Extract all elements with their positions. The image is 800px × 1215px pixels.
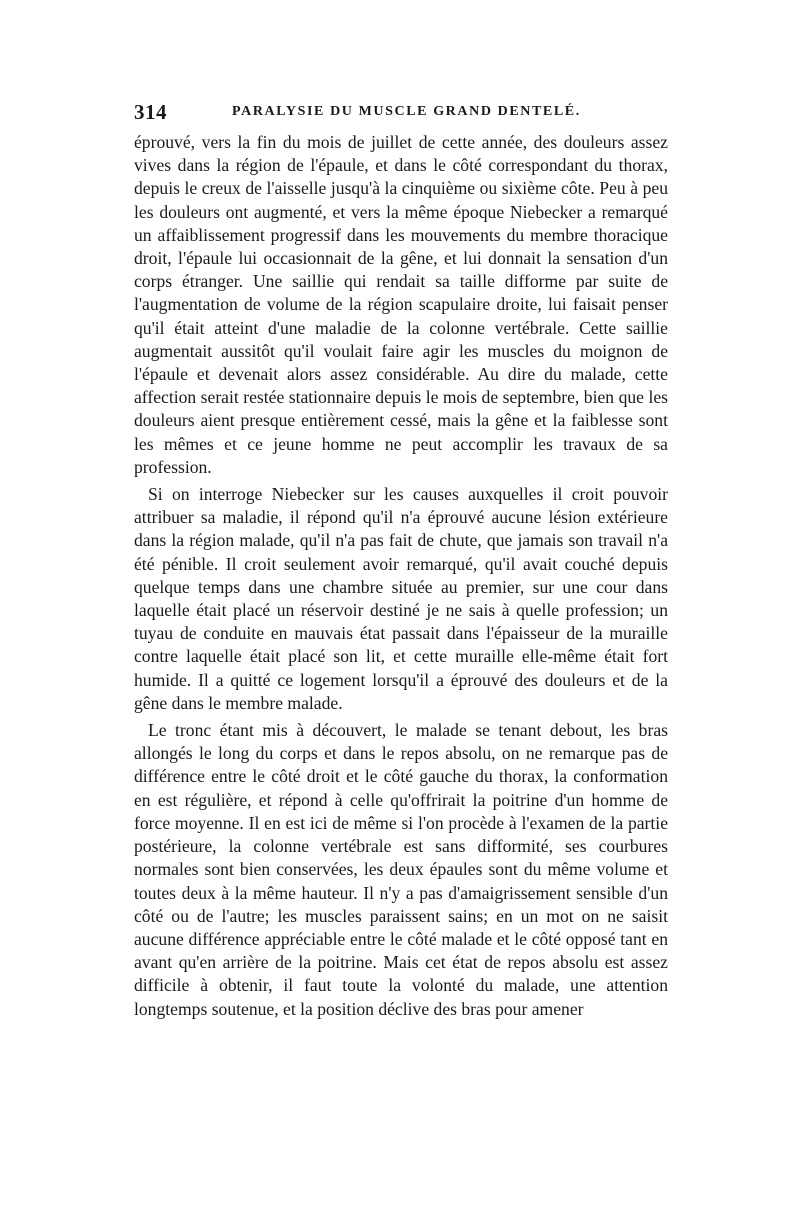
page-number: 314 <box>134 100 167 124</box>
paragraph: Si on interroge Niebecker sur les causes auxquelles il croit pouvoir attribuer sa maladie, il répond qu'il n'a éprouvé aucune lésion extérieure dans la région malade, qu'il n'a pas fait de chute, que jamais son travail n'a été pénible. Il croit seulement avoir remarqué, qu'il avait couché depuis quelque temps dans une chambre située au premier, sur une cour dans laquelle était placé un réservoir destiné je ne sais à quelle profession; un tuyau de conduite en mauvais état passait dans l'épaisseur de la muraille contre laquelle était placé son lit, et cette muraille elle-même était fort humide. Il a quitté ce logement lorsqu'il a éprouvé des douleurs et de la gêne dans le membre malade. <box>134 484 668 713</box>
running-header <box>134 100 668 126</box>
running-title: PARALYSIE DU MUSCLE GRAND DENTELÉ. <box>232 104 581 119</box>
body-text <box>134 131 668 1021</box>
paragraph-continued: éprouvé, vers la fin du mois de juillet de cette année, des douleurs assez vives dans la région de l'épaule, et dans le côté correspondant du thorax, depuis le creux de l'aisselle jusqu'à la cinquième ou sixième côte. Peu à peu les douleurs ont augmenté, et vers la même époque Niebecker a remarqué un affaiblissement progressif dans les mouvements du membre thoracique droit, l'épaule lui occasionnait de la gêne, et lui donnait la sensation d'un corps étranger. Une saillie qui rendait sa taille difforme par suite de l'augmentation de volume de la région scapulaire droite, lui faisait penser qu'il était atteint d'une maladie de la colonne vertébrale. Cette saillie augmentait aussitôt qu'il voulait faire agir les muscles du moignon de l'épaule et devenait alors assez considérable. Au dire du malade, cette affection serait restée stationnaire depuis le mois de septembre, bien que les douleurs aient presque entièrement cessé, mais la gêne et la faiblesse sont les mêmes et ce jeune homme ne peut accomplir les travaux de sa profession. <box>134 132 668 477</box>
paragraph: Le tronc étant mis à découvert, le malade se tenant debout, les bras allongés le long du corps et dans le repos absolu, on ne remarque pas de différence entre le côté droit et le côté gauche du thorax, la conformation en est régulière, et répond à celle qu'offrirait la poitrine d'un homme de force moyenne. Il en est ici de même si l'on procède à l'examen de la partie postérieure, la colonne vertébrale est sans difformité, ses courbures normales sont bien conservées, les deux épaules sont du même volume et toutes deux à la même hauteur. Il n'y a pas d'amaigrissement sensible d'un côté ou de l'autre; les muscles paraissent sains; en un mot on ne saisit aucune différence appréciable entre le côté malade et le côté opposé tant en avant qu'en arrière de la poitrine. Mais cet état de repos absolu est assez difficile à obtenir, il faut toute la volonté du malade, une attention longtemps soutenue, et la position déclive des bras pour amener <box>134 720 668 1019</box>
